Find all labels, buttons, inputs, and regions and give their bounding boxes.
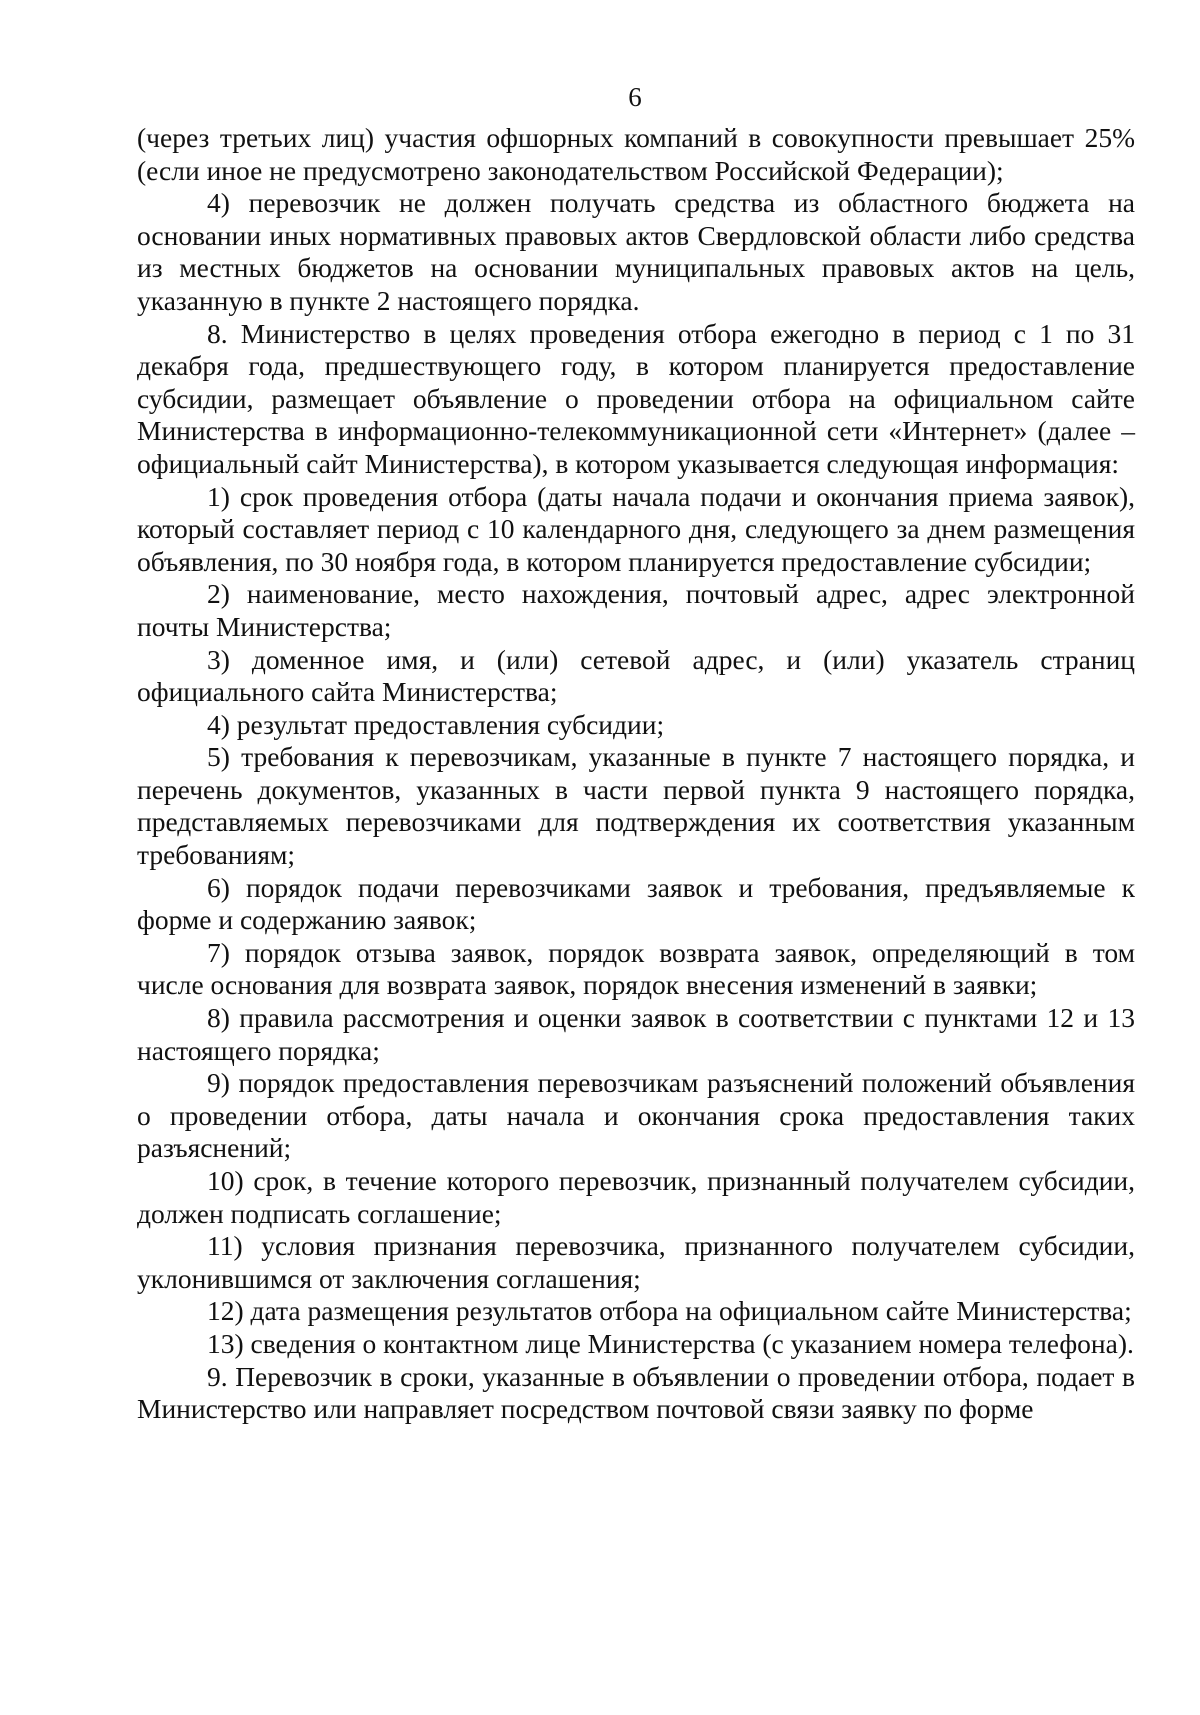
list-item-11: 11) условия признания перевозчика, признанного получателем субсидии, уклонившимся от заключения соглашения; [137,1230,1135,1294]
list-item-7: 7) порядок отзыва заявок, порядок возврата заявок, определяющий в том числе основания для возврата заявок, порядок внесения изменений в заявки; [137,936,1135,1001]
list-item-5: 5) требования к перевозчикам, указанные в пункте 7 настоящего порядка, и перечень документов, указанных в части первой пункта 9 настоящего порядка, представляемых перевозчиками для подтверждения их соответствия указанным требованиям; [137,741,1135,871]
list-item-6: 6) порядок подачи перевозчиками заявок и требования, предъявляемые к форме и содержанию заявок; [137,871,1135,936]
list-item-10: 10) срок, в течение которого перевозчик, признанный получателем субсидии, должен подписать соглашение; [137,1165,1135,1229]
list-item-8: 8) правила рассмотрения и оценки заявок в соответствии с пунктами 12 и 13 настоящего порядка; [137,1002,1135,1066]
paragraph-clause-8: 8. Министерство в целях проведения отбора ежегодно в период с 1 по 31 декабря года, предшествующего году, в котором планируется предоставление субсидии, размещает объявление о проведении отбора на официальном сайте Министерства в информационно-телекоммуникационной сети «Интернет» (далее – официальный сайт Министерства), в котором указывается следующая информация: [137,317,1135,479]
list-item-3: 3) доменное имя, и (или) сетевой адрес, и (или) указатель страниц официального сайта Министерства; [137,643,1135,708]
list-item-2: 2) наименование, место нахождения, почтовый адрес, адрес электронной почты Министерства; [137,578,1135,642]
paragraph-continuation: (через третьих лиц) участия офшорных компаний в совокупности превышает 25% (если иное не предусмотрено законодательством Российской Федерации); [137,122,1135,186]
list-item-1: 1) срок проведения отбора (даты начала подачи и окончания приема заявок), который составляет период с 10 календарного дня, следующего за днем размещения объявления, по 30 ноября года, в котором планируется предоставление субсидии; [137,480,1135,577]
page-number: 6 [628,82,642,112]
list-item-13: 13) сведения о контактном лице Министерства (с указанием номера телефона). [207,1327,1134,1359]
list-item-4: 4) результат предоставления субсидии; [207,708,665,740]
document-body [137,122,1135,1426]
list-item-12: 12) дата размещения результатов отбора на официальном сайте Министерства; [207,1295,1132,1327]
paragraph-item-4: 4) перевозчик не должен получать средства из областного бюджета на основании иных нормативных правовых актов Свердловской области либо средства из местных бюджетов на основании муниципальных правовых актов на цель, указанную в пункте 2 настоящего порядка. [137,187,1135,316]
paragraph-clause-9: 9. Перевозчик в сроки, указанные в объявлении о проведении отбора, подает в Министерство или направляет посредством почтовой связи заявку по форме [137,1360,1135,1425]
list-item-9: 9) порядок предоставления перевозчикам разъяснений положений объявления о проведении отбора, даты начала и окончания срока предоставления таких разъяснений; [137,1067,1135,1164]
